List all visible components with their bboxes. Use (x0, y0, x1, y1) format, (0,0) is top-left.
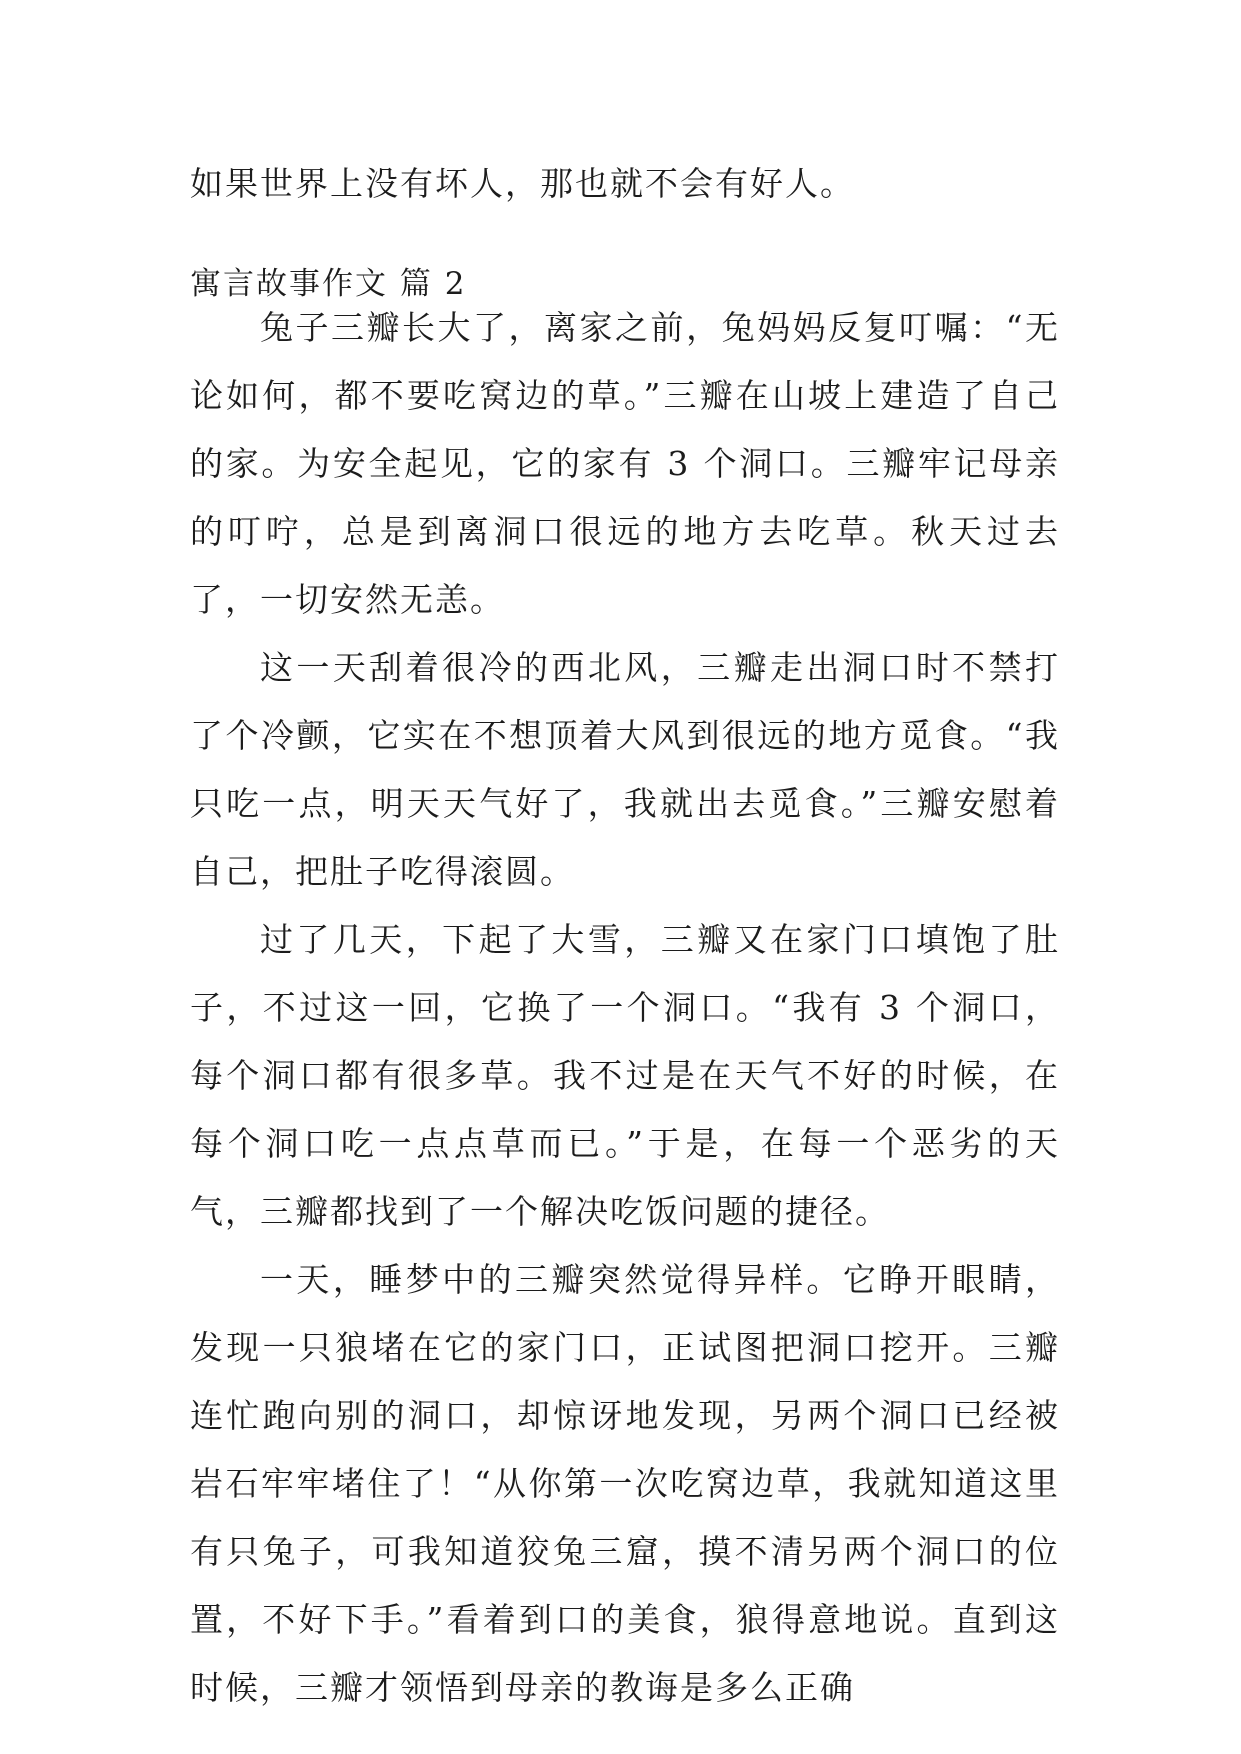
story-paragraph-3: 过了几天，下起了大雪，三瓣又在家门口填饱了肚子，不过这一回，它换了一个洞口。“我有 3 个洞口，每个洞口都有很多草。我不过是在天气不好的时候，在每个洞口吃一点点草而已。”于是，在每一个恶劣的天气，三瓣都找到了一个解决吃饭问题的捷径。 (190, 920, 1060, 1231)
section-title: 寓言故事作文 篇 2 (190, 266, 467, 302)
story-paragraph-4: 一天，睡梦中的三瓣突然觉得异样。它睁开眼睛，发现一只狼堵在它的家门口，正试图把洞口挖开。三瓣连忙跑向别的洞口，却惊讶地发现，另两个洞口已经被岩石牢牢堵住了！“从你第一次吃窝边草，我就知道这里有只兔子，可我知道狡兔三窟，摸不清另两个洞口的位置，不好下手。”看着到口的美食，狼得意地说。直到这时候，三瓣才领悟到母亲的教诲是多么正确 (190, 1260, 1060, 1707)
story-paragraph-2: 这一天刮着很冷的西北风，三瓣走出洞口时不禁打了个冷颤，它实在不想顶着大风到很远的地方觅食。“我只吃一点，明天天气好了，我就出去觅食。”三瓣安慰着自己，把肚子吃得滚圆。 (190, 648, 1060, 891)
story-body (190, 294, 1060, 1722)
lead-sentence: 如果世界上没有坏人，那也就不会有好人。 (190, 164, 855, 203)
story-paragraph-1: 兔子三瓣长大了，离家之前，兔妈妈反复叮嘱：“无论如何，都不要吃窝边的草。”三瓣在山坡上建造了自己的家。为安全起见，它的家有 3 个洞口。三瓣牢记母亲的叮咛，总是到离洞口很远的地方去吃草。秋天过去了，一切安然无恙。 (190, 308, 1060, 619)
